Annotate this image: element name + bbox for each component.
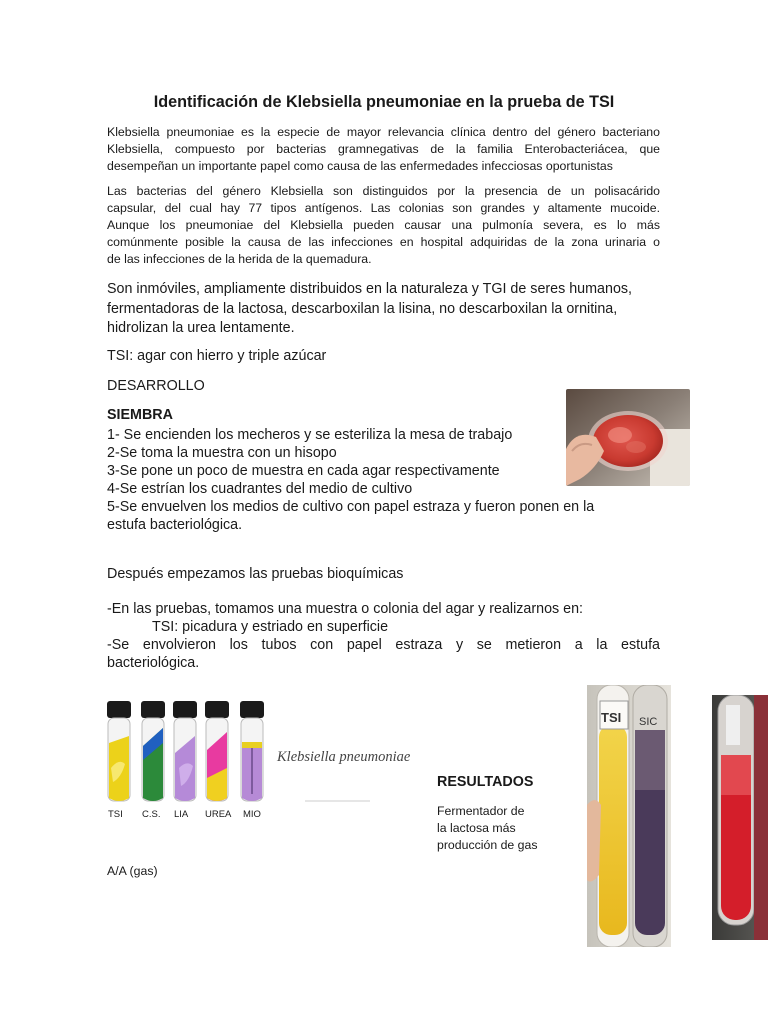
tube-label: UREA <box>205 809 232 820</box>
text-line: desempeñan un importante papel como causa de las enfermedades infecciosas oportunistas <box>107 159 613 173</box>
text-line: bacteriológica. <box>107 655 200 671</box>
text-line: fermentadoras de la lactosa, descarboxilan la lisina, no descarboxilan la ornitina, <box>107 300 618 317</box>
text-line: -Se envolvieron los tubos con papel estraza y se metieron a la estufa <box>107 637 660 653</box>
section-heading-desarrollo: DESARROLLO <box>107 378 205 394</box>
list-item: 3-Se pone un poco de muestra en cada agar respectivamente <box>107 463 500 479</box>
biochemical-tests-intro: Después empezamos las pruebas bioquímicas <box>107 566 404 582</box>
document-title: Identificación de Klebsiella pneumoniae en la prueba de TSI <box>153 93 615 111</box>
tsi-tubes-photo <box>587 685 671 947</box>
tube-label: C.S. <box>142 809 161 820</box>
list-item: estufa bacteriológica. <box>107 517 243 533</box>
text-line: Fermentador de <box>437 804 525 818</box>
petri-dish-photo <box>566 389 690 486</box>
red-tube-photo <box>712 695 768 940</box>
figure-caption: Klebsiella pneumoniae <box>277 749 411 765</box>
biochemical-tubes-figure <box>105 698 425 824</box>
text-line: Las bacterias del género Klebsiella son distinguidos por la presencia de un polisacárido <box>107 184 660 198</box>
list-item: 1- Se encienden los mecheros y se esteriliza la mesa de trabajo <box>107 427 513 443</box>
text-line: la lactosa más <box>437 821 516 835</box>
tsi-definition: TSI: agar con hierro y triple azúcar <box>107 348 327 364</box>
tube-cs-icon <box>141 701 165 801</box>
tube-label: MIO <box>243 809 261 820</box>
tube-mio-icon <box>240 701 264 801</box>
tube-label: LIA <box>174 809 189 820</box>
text-line: capsular, del cual hay 77 tipos antígenos. Las colonias son grandes y altamente mucoide. <box>107 201 660 215</box>
list-item: 4-Se estrían los cuadrantes del medio de cultivo <box>107 481 413 497</box>
intro-paragraph <box>107 124 660 175</box>
text-line: de las infecciones de la herida de la quemadura. <box>107 252 372 266</box>
text-line: producción de gas <box>437 838 538 852</box>
text-line: Son inmóviles, ampliamente distribuidos en la naturaleza y TGI de seres humanos, <box>107 281 633 297</box>
tube-tag: SIC <box>639 716 658 728</box>
tests-paragraph <box>107 600 660 672</box>
text-line: Klebsiella pneumoniae es la especie de mayor relevancia clínica dentro del género bacteriano <box>107 125 660 139</box>
description-paragraph <box>107 183 660 268</box>
resultados-text <box>437 803 538 854</box>
list-item: 2-Se toma la muestra con un hisopo <box>107 445 337 461</box>
tube-label: TSI <box>108 809 123 820</box>
section-heading-siembra: SIEMBRA <box>107 407 173 423</box>
text-line: comúnmente posible la causa de las infecciones en hospital adquiridas de la zona urinaria o <box>107 235 660 249</box>
tube-tag: TSI <box>601 710 622 725</box>
text-line: hidrolizan la urea lentamente. <box>107 320 295 336</box>
characteristics-paragraph <box>107 280 662 339</box>
text-line: Aunque los pneumoniae del Klebsiella pueden causar una pulmonía severa, es lo más <box>107 218 660 232</box>
text-line: TSI: picadura y estriado en superficie <box>152 619 389 635</box>
tube-urea-icon <box>205 701 229 801</box>
tube-tsi-icon <box>107 701 131 801</box>
list-item: 5-Se envuelven los medios de cultivo con papel estraza y fueron ponen en la <box>107 499 595 515</box>
text-line: -En las pruebas, tomamos una muestra o colonia del agar y realizarnos en: <box>107 601 584 617</box>
text-line: Klebsiella, compuesto por bacterias gramnegativas de la familia Enterobacteriácea, que <box>107 142 660 156</box>
result-code: A/A (gas) <box>107 864 158 878</box>
section-heading-resultados: RESULTADOS <box>437 774 534 790</box>
tube-lia-icon <box>173 701 197 801</box>
